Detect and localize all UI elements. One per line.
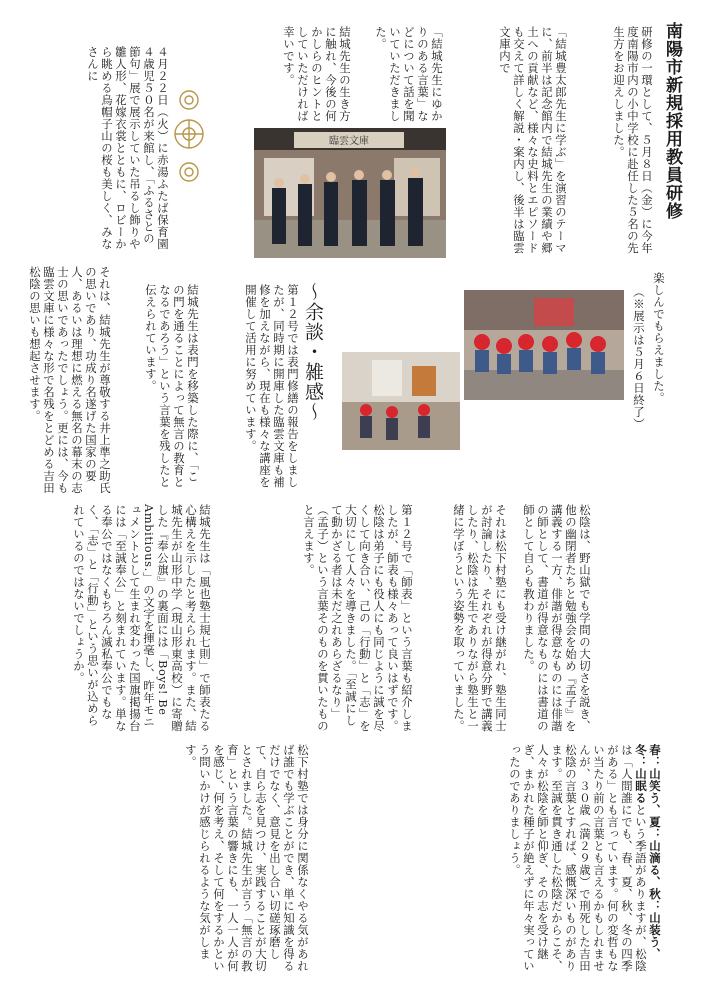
- temple-sign-text: 臨雲文庫: [329, 136, 369, 147]
- essay-para8: [312, 744, 662, 980]
- essay-title: ～余談・雑感～: [302, 282, 324, 422]
- article1-para1: 研修の一環として、５月８日（金）に今年度南陽市内の小中学校に赴任した５名の先生方をお迎えしました。: [612, 26, 654, 254]
- essay-para9: 松下村塾では身分に関係なくやる気があれば誰でも学ぶことができ、単に知識を得るだけでなく、意見を出し合い切磋琢磨して、自ら志を見つけ、実践することが大切とされました。結城先生が言う「無言の教育」という言葉の響きにも、一人一人が何を感じ、何を考え、そして何をするかという問いかけが感じられるような気がします。: [184, 744, 310, 972]
- essay-para5: それは松下村塾にも受け継がれ、塾生同士が討論したり、それぞれが得意分野で講義したり、松陰は先生でありながら塾生と一緒に学ぼうという姿勢を取っていました。: [452, 504, 508, 732]
- event-note: （※展示は５月６日終了）: [632, 286, 646, 430]
- event-para: ４月２２日（火）に赤湯ふたば保育園４歳児５０名が来館し、「ふるさとの節句」展で展示していた吊るし飾りや雛人形、花嫁衣裳とともに、ロビーから眺める烏帽子山の桜も美しく、みなさんに: [86, 46, 170, 250]
- children-visit-photo-2: [342, 352, 460, 450]
- essay-para2: 結城先生は表門を移築した際に、「この門を通ることによって無言の教育となるであろう」という言葉を残したと伝えられています。: [144, 284, 200, 488]
- seasons-phrase: 春：山笑う、夏：山滴る、秋：山装う、冬：山眠る: [634, 744, 662, 960]
- essay-para1: 第１２号では表門修繕の報告をしましたが、同時期に開庫した臨雲文庫も補修を加えながら、現在も様々な講座を開催して活用に努めています。: [244, 284, 300, 488]
- essay-para4: 松陰は、野山獄でも学問の大切さを説き、他の幽閉者たちと勉強会を始め『孟子』を講義する一方、俳諧が得意なものには俳諧の師として、書道が得意なものには書道の師として自らも教わりました。: [522, 504, 592, 732]
- article1-para4: 結城先生の生き方に触れ、今後の何かしらのヒントとしていただければ幸いです。: [282, 26, 352, 122]
- article-title: 南陽市新規採用教員研修: [662, 22, 682, 220]
- essay-para7: 結城先生は「風也塾士規七則」で師表たる心構えを示したと考えられます。また、結城先生が山形中学（現山形東高校）に寄贈した『奉公旗』の裏面には「Boys! Be Ambitious.」の文字を揮毫し、昨年モニュメントとして生まれ変わった国旗掲揚台には「至誠奉公」と刻まれています。単なる奉公ではなくもちろん滅私奉公でもなく、「志」と「行動」という思いが込められているのではないでしょうか。: [72, 504, 212, 732]
- event-para-end: 楽しんでもらえました。: [652, 272, 666, 404]
- article1-para3: 「結城先生にゆかりのある言葉」などについて話を聞いていただきました。: [374, 26, 444, 122]
- teachers-photo-drawing: [254, 128, 446, 258]
- essay-para3: それは、結城先生が尊敬する井上準之助氏の思いであり、功成り名遂げた国家の要人、あるいは理想に燃える無名の幕末の志士の思いであったでしょう。更には、今も臨雲文庫に様々な形で名残をとどめる吉田松陰の思いも想起させます。: [28, 266, 112, 494]
- article1-para2: 「結城豊太郎先生に学ぶ」を演習のテーマに、前半は記念館内で結城先生の業績や郷土への貢献など、様々な史料とエピソードも交えて詳しく解説・案内し、後半は臨雲文庫内で: [498, 26, 568, 254]
- children-photo-1-drawing: [464, 290, 624, 400]
- children-photo-2-drawing: [342, 352, 460, 450]
- essay-para3-cont: [590, 504, 660, 734]
- essay-para6: 第１２号で「師表」という言葉も紹介しましたが、師表も様々あって良いはずです。松陰は弟子にも役人にも同じように誠を尽くして向き合い、己の「行動」と「志」を大切にして人々を導きました。「至誠にして動かざる者は未だ之れあらざるなり」（孟子）という言葉そのものを貫いたものと言えます。: [302, 504, 414, 732]
- children-visit-photo-1: [464, 290, 624, 400]
- ornament-icon: [165, 82, 213, 192]
- teachers-group-photo: [254, 128, 446, 258]
- seasons-text: という季語がありますが、松陰は「人間誰にでも、春、夏、秋、冬の四季がある」とも言っています。何の変哲もない当たり前の言葉とも言えるかもしれませんが、３０歳（満２９歳）で刑死した吉田松陰の言葉とすれば、感慨深いものがあります。至誠を貫き通した松陰だからこそ、人々が松陰を師と仰ぎ、その志を受け継ぎ、まかれた種子が絶えずに年々実っていったのでありましょう。: [508, 744, 648, 972]
